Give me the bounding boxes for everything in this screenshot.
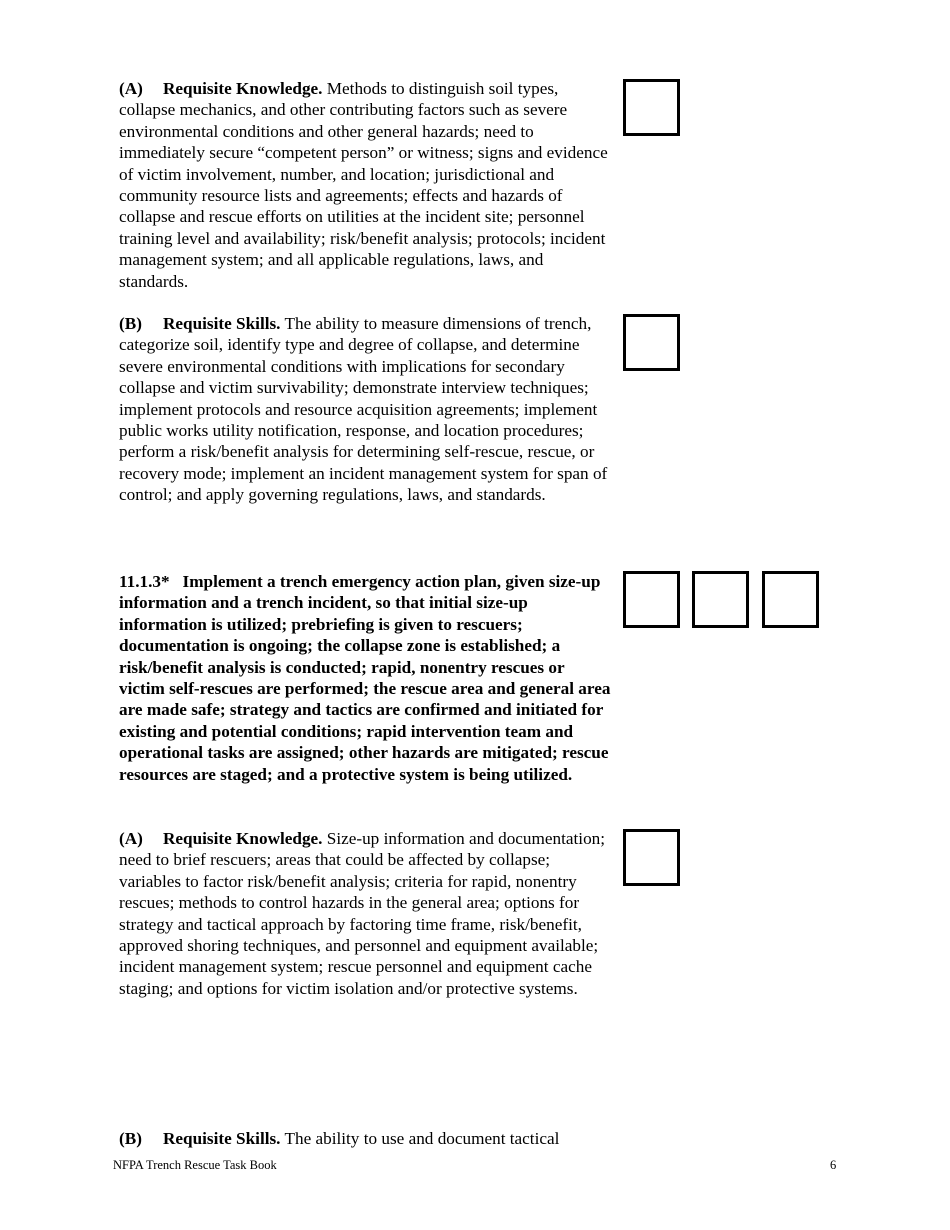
- skills-paragraph-2: [119, 1128, 611, 1149]
- signoff-checkbox[interactable]: [623, 314, 680, 371]
- page-number: 6: [830, 1158, 837, 1172]
- signoff-checkbox-3[interactable]: [762, 571, 819, 628]
- signoff-checkbox[interactable]: [623, 829, 680, 886]
- knowledge-paragraph-1: [119, 78, 611, 292]
- item-tag: (A): [119, 829, 143, 848]
- item-tag: (B): [119, 314, 142, 333]
- item-text: Methods to distinguish soil types, collapse mechanics, and other contributing factors such as severe environmental conditions and other general hazards; need to immediately secure “competent person” or witness; signs and evidence of victim involvement, number, and location; jurisdictional and community resource lists and agreements; effects and hazards of collapse and rescue efforts on utilities at the incident site; personnel training level and availability; risk/benefit analysis; protocols; incident management system; and all applicable regulations, laws, and standards.: [119, 79, 608, 291]
- item-heading: Requisite Knowledge.: [163, 829, 323, 848]
- item-text: The ability to use and document tactical: [280, 1129, 560, 1148]
- jpr-text: Implement a trench emergency action plan, given size-up information and a trench incident, so that initial size-up information is utilized; prebriefing is given to rescuers; documentation is ongoing; the collapse zone is established; a risk/benefit analysis is conducted; rapid, nonentry rescues or victim self-rescues are performed; the rescue area and general area are made safe; strategy and tactics are confirmed and initiated for existing and potential conditions; rapid intervention team and operational tasks are assigned; other hazards are mitigated; rescue resources are staged; and a protective system is being utilized.: [119, 572, 611, 784]
- item-text: Size-up information and documentation; need to brief rescuers; areas that could be affected by collapse; variables to factor risk/benefit analysis; criteria for rapid, nonentry rescues; methods to control hazards in the general area; options for strategy and tactical approach by factoring time frame, risk/benefit, approved shoring techniques, and personnel and equipment available; incident management system; rescue personnel and equipment cache staging; and options for victim isolation and/or protective systems.: [119, 829, 606, 998]
- item-heading: Requisite Skills.: [163, 314, 281, 333]
- knowledge-paragraph-2: [119, 828, 611, 999]
- skills-paragraph-1: [119, 313, 611, 506]
- signoff-checkbox-1[interactable]: [623, 571, 680, 628]
- signoff-checkbox[interactable]: [623, 79, 680, 136]
- item-heading: Requisite Skills.: [163, 1129, 281, 1148]
- item-text: The ability to measure dimensions of trench, categorize soil, identify type and degree of collapse, and determine severe environmental conditions with implications for secondary collapse and victim survivability; demonstrate interview techniques; implement protocols and resource acquisition agreements; implement public works utility notification, response, and location procedures; perform a risk/benefit analysis for determining self-rescue, rescue, or recovery mode; implement an incident management system for span of control; and apply governing regulations, laws, and standards.: [119, 314, 608, 505]
- job-performance-requirement: [119, 571, 611, 785]
- item-tag: (B): [119, 1129, 142, 1148]
- item-tag: (A): [119, 79, 143, 98]
- footer-title: NFPA Trench Rescue Task Book: [113, 1158, 277, 1172]
- jpr-number: 11.1.3*: [119, 572, 170, 591]
- item-heading: Requisite Knowledge.: [163, 79, 323, 98]
- signoff-checkbox-2[interactable]: [692, 571, 749, 628]
